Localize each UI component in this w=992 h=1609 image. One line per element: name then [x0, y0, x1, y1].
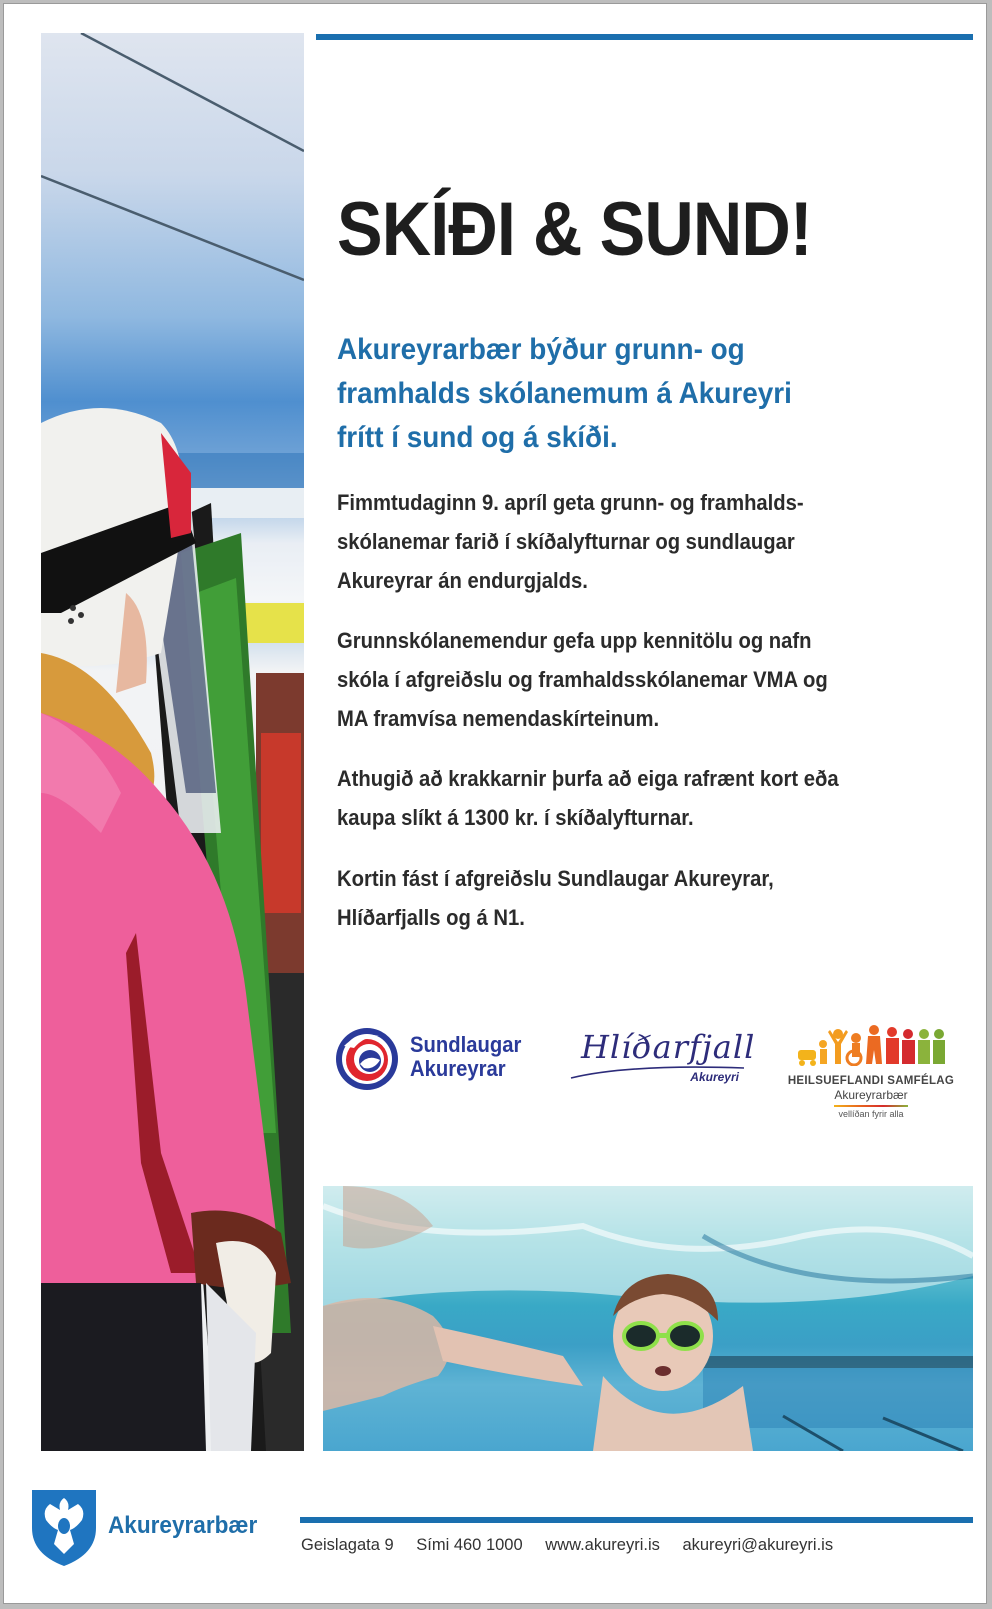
top-accent-rule: [316, 34, 973, 40]
lead-line: frítt í sund og á skíði.: [337, 421, 618, 454]
paragraph-line: MA framvísa nemendaskírteinum.: [337, 706, 660, 731]
paragraph-students: [337, 621, 907, 738]
paragraph-line: kaupa slíkt á 1300 kr. í skíðalyfturnar.: [337, 805, 694, 830]
hlidarfjall-logo: [569, 1024, 759, 1094]
sundlaugar-wordmark: [410, 1033, 521, 1081]
swim-photo-illustration: [323, 1186, 973, 1451]
heilsueflandi-logo: [786, 1024, 956, 1124]
poster-title: SKÍÐI & SUND!: [337, 187, 812, 272]
paragraph-line: skólanemar farið í skíðalyfturnar og sundlaugar: [337, 529, 795, 554]
footer-brand: Akureyrarbær: [108, 1512, 258, 1539]
sundlaugar-logo: [334, 1026, 544, 1096]
footer-email[interactable]: akureyri@akureyri.is: [682, 1536, 834, 1554]
footer-address: Geislagata 9: [301, 1536, 394, 1554]
lead-paragraph: [337, 328, 858, 460]
paragraph-date: [337, 483, 907, 600]
ski-photo: [41, 33, 304, 1451]
paragraph-line: Kortin fást í afgreiðslu Sundlaugar Akureyrar,: [337, 866, 774, 891]
hlidarfjall-sub: Akureyri: [690, 1070, 739, 1084]
sundlaugar-line2: Akureyrar: [410, 1056, 506, 1081]
footer-website[interactable]: www.akureyri.is: [545, 1536, 660, 1554]
lead-line: Akureyrarbær býður grunn- og: [337, 333, 745, 366]
footer-contacts: [301, 1536, 851, 1555]
heilsueflandi-people-icon: [796, 1024, 946, 1066]
akureyri-crest-icon: [30, 1488, 98, 1568]
hlidarfjall-wordmark: Hlíðarfjall: [581, 1028, 756, 1066]
poster-page: [3, 3, 987, 1604]
sundlaugar-line1: Sundlaugar: [410, 1032, 522, 1057]
ski-photo-illustration: [41, 33, 304, 1451]
paragraph-line: Akureyrar án endurgjalds.: [337, 568, 588, 593]
heilsueflandi-tagline: vellíðan fyrir alla: [838, 1109, 904, 1119]
paragraph-line: skóla í afgreiðslu og framhaldsskólanemar VMA og: [337, 667, 828, 692]
heilsueflandi-line1: HEILSUEFLANDI SAMFÉLAG: [787, 1075, 955, 1087]
paragraph-line: Hlíðarfjalls og á N1.: [337, 905, 525, 930]
heilsueflandi-color-rule: [834, 1105, 908, 1107]
footer-phone: Sími 460 1000: [416, 1536, 523, 1554]
paragraph-line: Grunnskólanemendur gefa upp kennitölu og nafn: [337, 628, 812, 653]
bottom-accent-rule: [300, 1517, 973, 1523]
sundlaugar-swirl-icon: [334, 1026, 400, 1092]
heilsueflandi-line2: Akureyrarbær: [834, 1088, 908, 1102]
paragraph-where: [337, 859, 907, 937]
lead-line: framhalds skólanemum á Akureyri: [337, 377, 792, 410]
swim-photo: [323, 1186, 973, 1451]
paragraph-line: Fimmtudaginn 9. apríl geta grunn- og framhalds-: [337, 490, 804, 515]
paragraph-card: [337, 759, 907, 837]
paragraph-line: Athugið að krakkarnir þurfa að eiga rafrænt kort eða: [337, 766, 839, 791]
